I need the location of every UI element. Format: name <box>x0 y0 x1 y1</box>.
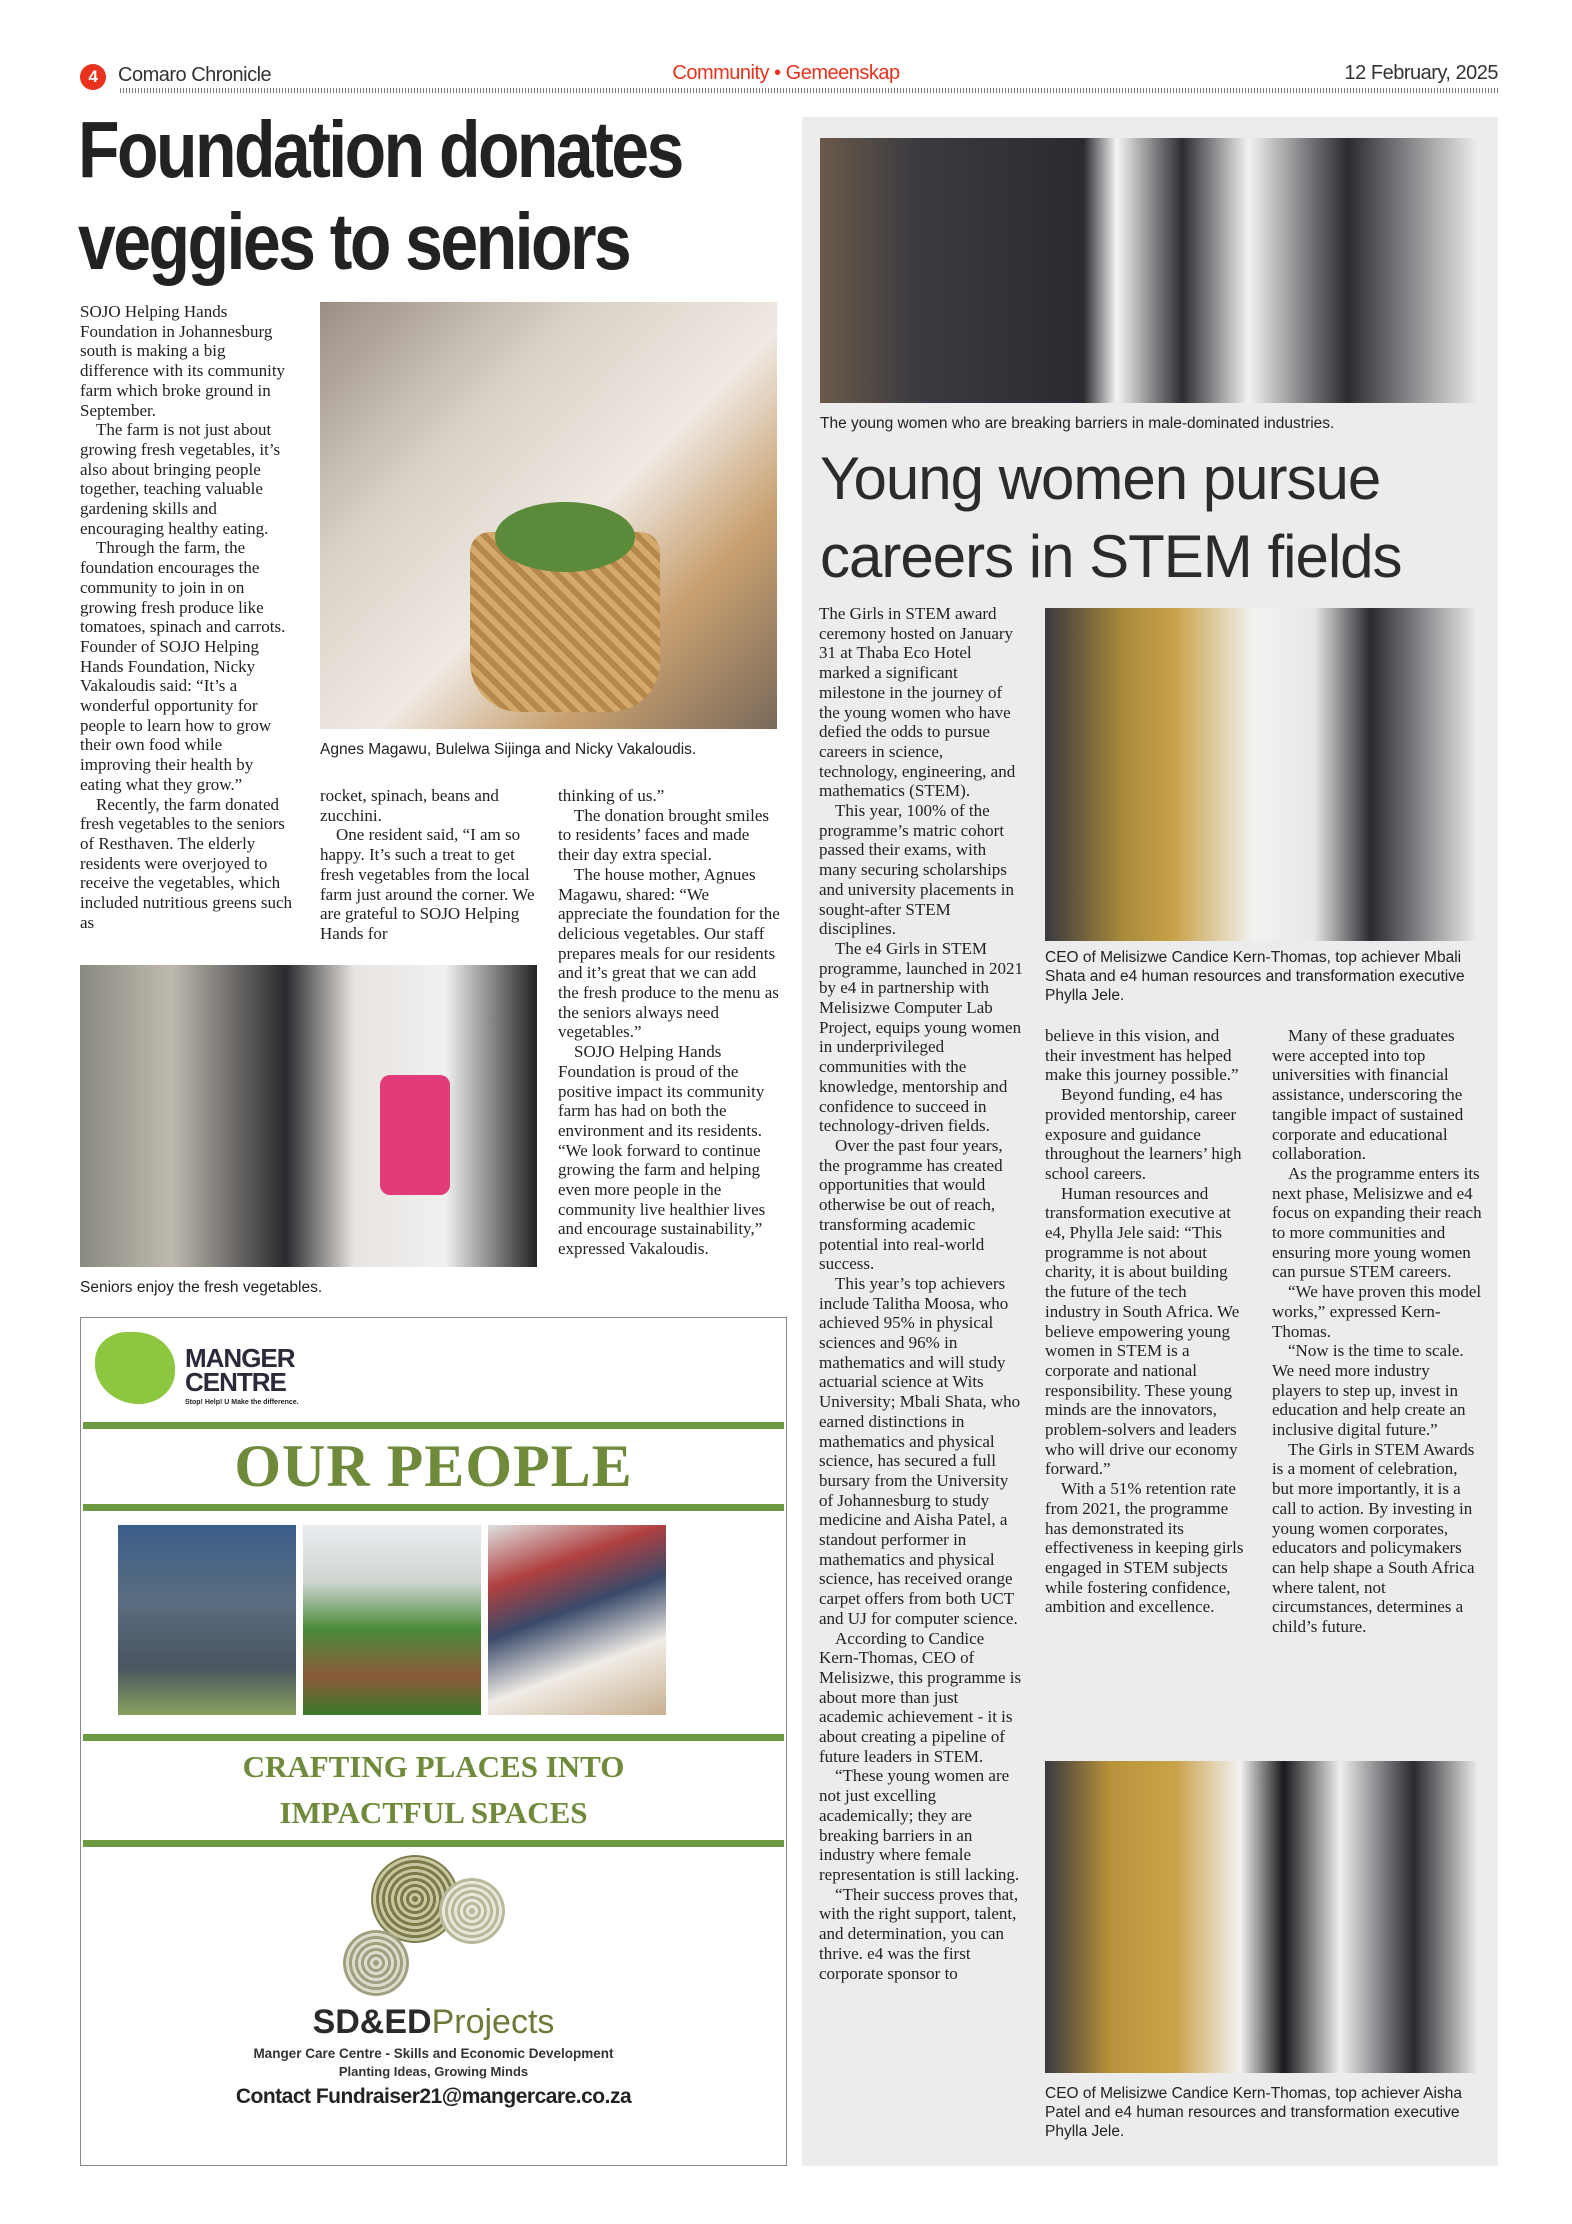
photo-stem-award-aisha <box>1045 1761 1479 2073</box>
section-label: Community • Gemeenskap <box>672 62 900 84</box>
green-divider <box>83 1422 784 1429</box>
photo-top-caption: The young women who are breaking barriers in male-dominated industries. <box>820 415 1335 432</box>
logo-line-2: CENTRE <box>185 1367 286 1397</box>
paragraph: Over the past four years, the programme has created opportunities that would otherwise be out of reach, transforming academic potential into real-world success. <box>819 1135 1003 1274</box>
paragraph: With a 51% retention rate from 2021, the programme has demonstrated its effectiveness in keeping girls engaged in STEM subjects while fostering confidence, ambition and excellence. <box>1045 1479 1244 1617</box>
stem-headline: Young women pursue careers in STEM fields <box>820 445 1402 590</box>
paragraph: The Girls in STEM Awards is a moment of celebration, but more importantly, it is a call to action. By investing in young women corporates, educators and policymakers can help shape a South Africa where talent, not circumstances, determines a child’s future. <box>1272 1439 1475 1637</box>
stem-column-b <box>1045 1026 1245 1617</box>
paragraph: The e4 Girls in STEM programme, launched in 2021 by e4 in partnership with Melisizwe Computer Lab Project, equips young women in underprivileged communities with the knowledge, mentorship and confidence to succeed in technology-driven fields. <box>819 938 1023 1136</box>
paragraph: The house mother, Agnues Magawu, shared: “We appreciate the foundation for the delicious vegetables. Our staff prepares meals for our residents and it’s great that we can add the fresh produce to the menu as the seniors always need vegetables.” <box>558 864 780 1042</box>
photo-stem-award-mbali <box>1045 608 1479 941</box>
logo-tagline: Stop! Help! U Make the difference. <box>185 1399 299 1406</box>
paragraph: Recently, the farm donated fresh vegetables to the seniors of Resthaven. The elderly residents were overjoyed to receive the vegetables, which included nutritious greens such as <box>80 794 292 932</box>
green-divider <box>83 1734 784 1741</box>
sded-logo-circle <box>439 1878 505 1944</box>
paragraph: SOJO Helping Hands Foundation in Johannesburg south is making a big difference with its community farm which broke ground in September. <box>80 302 286 420</box>
ad-photo-farm <box>303 1525 481 1715</box>
photo-seniors <box>80 965 537 1267</box>
header-rule <box>120 88 1498 93</box>
photo-mid-caption: CEO of Melisizwe Candice Kern-Thomas, top achiever Mbali Shata and e4 human resources and transformation executive Phylla Jele. <box>1045 949 1465 1004</box>
ad-subtitle <box>81 1744 786 1836</box>
publication-name: Comaro Chronicle <box>118 64 272 86</box>
paragraph: The Girls in STEM award ceremony hosted on January 31 at Thaba Eco Hotel marked a significant milestone in the journey of the young women who have defied the odds to pursue careers in science, technology, engineering, and mathematics (STEM). <box>819 604 1016 801</box>
pink-shirt-illustration <box>380 1075 450 1195</box>
brand-bold: SD&ED <box>312 2003 432 2041</box>
handprint-logo-icon <box>95 1332 175 1404</box>
sded-logo-circle <box>343 1930 409 1996</box>
stem-column-c <box>1272 1026 1482 1637</box>
article-headline: Foundation donates veggies to seniors <box>78 105 682 286</box>
paragraph: rocket, spinach, beans and zucchini. <box>320 786 499 825</box>
paragraph: One resident said, “I am so happy. It’s such a treat to get fresh vegetables from the local farm just around the corner. We are grateful to SOJO Helping Hands for <box>320 825 535 943</box>
paragraph: Human resources and transformation executive at e4, Phylla Jele said: “This programme is not about charity, it is about building the future of the tech industry in South Africa. We believe empowering young women in STEM is a corporate and national responsibility. These young minds are the innovators, problem-solvers and leaders who will drive our economy forward.” <box>1045 1183 1240 1479</box>
vegetables-illustration <box>495 502 635 572</box>
ad-line-2: Planting Ideas, Growing Minds <box>338 2064 529 2079</box>
paragraph: SOJO Helping Hands Foundation is proud of the positive impact its community farm has had on both the environment and its residents. “We look forward to continue growing the farm and helping even more people in the community live healthier lives and encourage sustainability,” expressed Vakaloudis. <box>558 1042 766 1259</box>
ad-line-1: Manger Care Centre - Skills and Economic Development <box>253 2046 614 2061</box>
paragraph: “Their success proves that, with the right support, talent, and determination, you can thrive. e4 was the first corporate sponsor to <box>819 1884 1019 1983</box>
paragraph: Many of these graduates were accepted into top universities with financial assistance, underscoring the tangible impact of sustained corporate and educational collaboration. <box>1272 1026 1464 1164</box>
paragraph: thinking of us.” <box>558 786 665 805</box>
ad-subtitle-line-1: CRAFTING PLACES INTO <box>242 1749 625 1784</box>
logo-text <box>185 1343 295 1397</box>
brand-light: Projects <box>431 2003 555 2041</box>
sded-brand <box>81 2002 786 2042</box>
paragraph: As the programme enters its next phase, Melisizwe and e4 focus on expanding their reach to more communities and ensuring more young women can pursue STEM careers. <box>1272 1163 1482 1282</box>
photo-foundation-donors <box>320 302 777 729</box>
ad-title: OUR PEOPLE <box>234 1433 633 1499</box>
article-column-2 <box>320 786 535 944</box>
paragraph: The farm is not just about growing fresh vegetables, it’s also about bringing people together, teaching valuable gardening skills and encouraging healthy eating. <box>80 420 281 538</box>
paragraph: According to Candice Kern-Thomas, CEO of Melisizwe, this programme is about more than just academic achievement - it is about creating a pipeline of future leaders in STEM. <box>819 1628 1022 1766</box>
paragraph: Beyond funding, e4 has provided mentorship, career exposure and guidance throughout the learners’ high school careers. <box>1045 1085 1242 1183</box>
paragraph: This year, 100% of the programme’s matric cohort passed their exams, with many securing scholarships and university placements in sought-after STEM disciplines. <box>819 801 1014 939</box>
article-column-3 <box>558 786 780 1259</box>
ad-photo-containers <box>118 1525 296 1715</box>
photo-bottom-caption: CEO of Melisizwe Candice Kern-Thomas, top achiever Aisha Patel and e4 human resources and transformation executive Phylla Jele. <box>1045 2085 1462 2140</box>
paragraph: “We have proven this model works,” expressed Kern-Thomas. <box>1272 1282 1482 1341</box>
green-divider <box>83 1504 784 1511</box>
ad-contact-link[interactable]: Contact Fundraiser21@mangercare.co.za <box>235 2085 632 2108</box>
paragraph: believe in this vision, and their investment has helped make this journey possible.” <box>1045 1026 1239 1085</box>
issue-date: 12 February, 2025 <box>1344 62 1498 84</box>
photo1-caption: Agnes Magawu, Bulelwa Sijinga and Nicky Vakaloudis. <box>320 741 697 758</box>
ad-subtitle-line-2: IMPACTFUL SPACES <box>279 1795 588 1830</box>
photo-stem-group <box>820 138 1479 403</box>
paragraph: Through the farm, the foundation encourages the community to join in on growing fresh produce like tomatoes, spinach and carrots. Founder of SOJO Helping Hands Foundation, Nicky Vakaloudis said: “It’s a wonderful opportunity for people to learn how to grow their own food while improving their health by eating what they grow.” <box>80 538 286 794</box>
logo-line-1: MANGER <box>185 1343 295 1373</box>
stem-column-a <box>819 604 1025 1983</box>
photo2-caption: Seniors enjoy the fresh vegetables. <box>80 1279 323 1296</box>
advertisement-manger-care <box>80 1317 787 2166</box>
paragraph: The donation brought smiles to residents’ faces and made their day extra special. <box>558 805 770 865</box>
article-column-1 <box>80 302 296 933</box>
green-divider <box>83 1840 784 1847</box>
paragraph: “Now is the time to scale. We need more industry players to step up, invest in education and help create an inclusive digital future.” <box>1272 1341 1466 1440</box>
ad-photo-kitchen <box>488 1525 666 1715</box>
paragraph: “These young women are not just excelling academically; they are breaking barriers in an industry where female representation is still lacking. <box>819 1766 1020 1884</box>
paragraph: This year’s top achievers include Talitha Moosa, who achieved 95% in physical sciences and 96% in mathematics and will study actuarial science at Wits University; Mbali Shata, who earned distinctions in mathematics and physical science, has secured a full bursary from the University of Johannesburg to study medicine and Aisha Patel, a standout performer in mathematics and physical science, has received orange carpet offers from both UCT and UJ for computer science. <box>819 1273 1021 1628</box>
page-number-badge: 4 <box>80 64 106 90</box>
